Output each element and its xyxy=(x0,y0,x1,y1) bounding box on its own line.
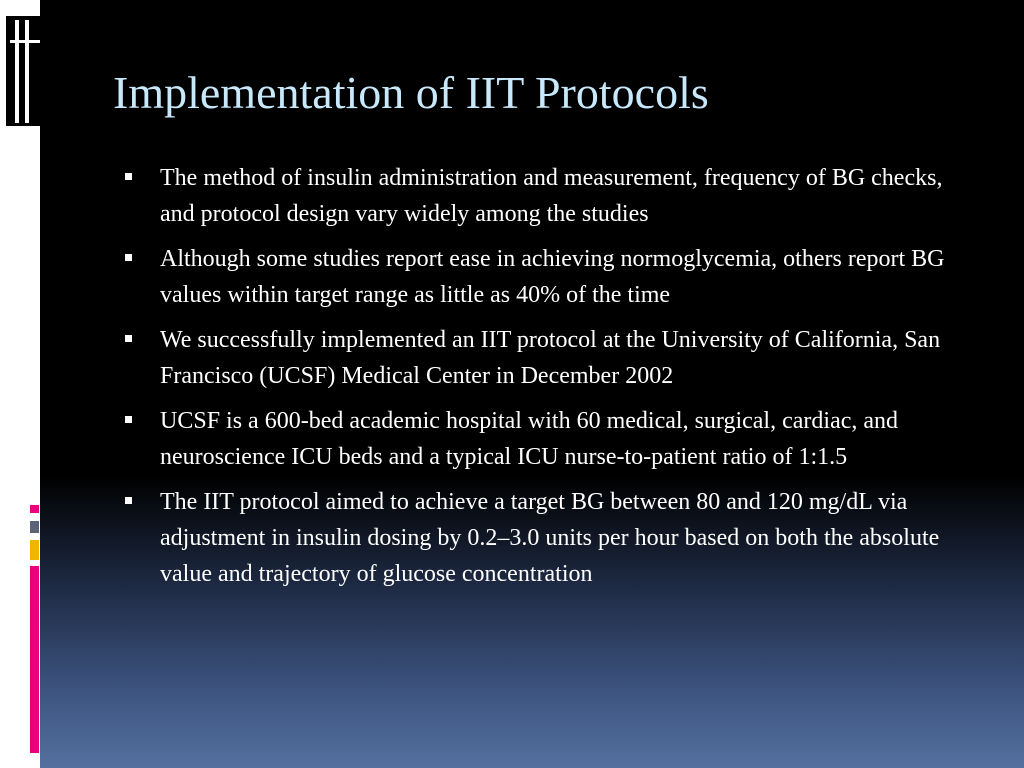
bullet-item xyxy=(122,484,982,592)
square-bullet-icon xyxy=(125,497,132,504)
bullet-list xyxy=(122,160,982,601)
bullet-text: The method of insulin administration and measurement, frequency of BG checks, and protocol design vary widely among the studies xyxy=(160,165,943,227)
bullet-text: The IIT protocol aimed to achieve a target BG between 80 and 120 mg/dL via adjustment in insulin dosing by 0.2–3.0 units per hour based on both the absolute value and trajectory of glucose concentration xyxy=(160,489,940,587)
window-icon xyxy=(0,16,40,126)
square-bullet-icon xyxy=(125,173,132,180)
bullet-text: We successfully implemented an IIT protocol at the University of California, San Francisco (UCSF) Medical Center in December 2002 xyxy=(160,327,941,389)
accent-bar-pink-long xyxy=(30,566,39,753)
bullet-item xyxy=(122,160,982,232)
square-bullet-icon xyxy=(125,416,132,423)
bullet-text: Although some studies report ease in achieving normoglycemia, others report BG values within target range as little as 40% of the time xyxy=(160,246,945,308)
accent-bar-pink-top xyxy=(30,505,39,513)
accent-bar-gold xyxy=(30,540,39,560)
bullet-text: UCSF is a 600-bed academic hospital with 60 medical, surgical, cardiac, and neuroscience ICU beds and a typical ICU nurse-to-patient ratio of 1:1.5 xyxy=(160,408,899,470)
bullet-item xyxy=(122,403,982,475)
bullet-item xyxy=(122,241,982,313)
square-bullet-icon xyxy=(125,254,132,261)
slide-title: Implementation of IIT Protocols xyxy=(113,67,709,118)
accent-bar-gray xyxy=(30,521,39,533)
bullet-item xyxy=(122,322,982,394)
square-bullet-icon xyxy=(125,335,132,342)
